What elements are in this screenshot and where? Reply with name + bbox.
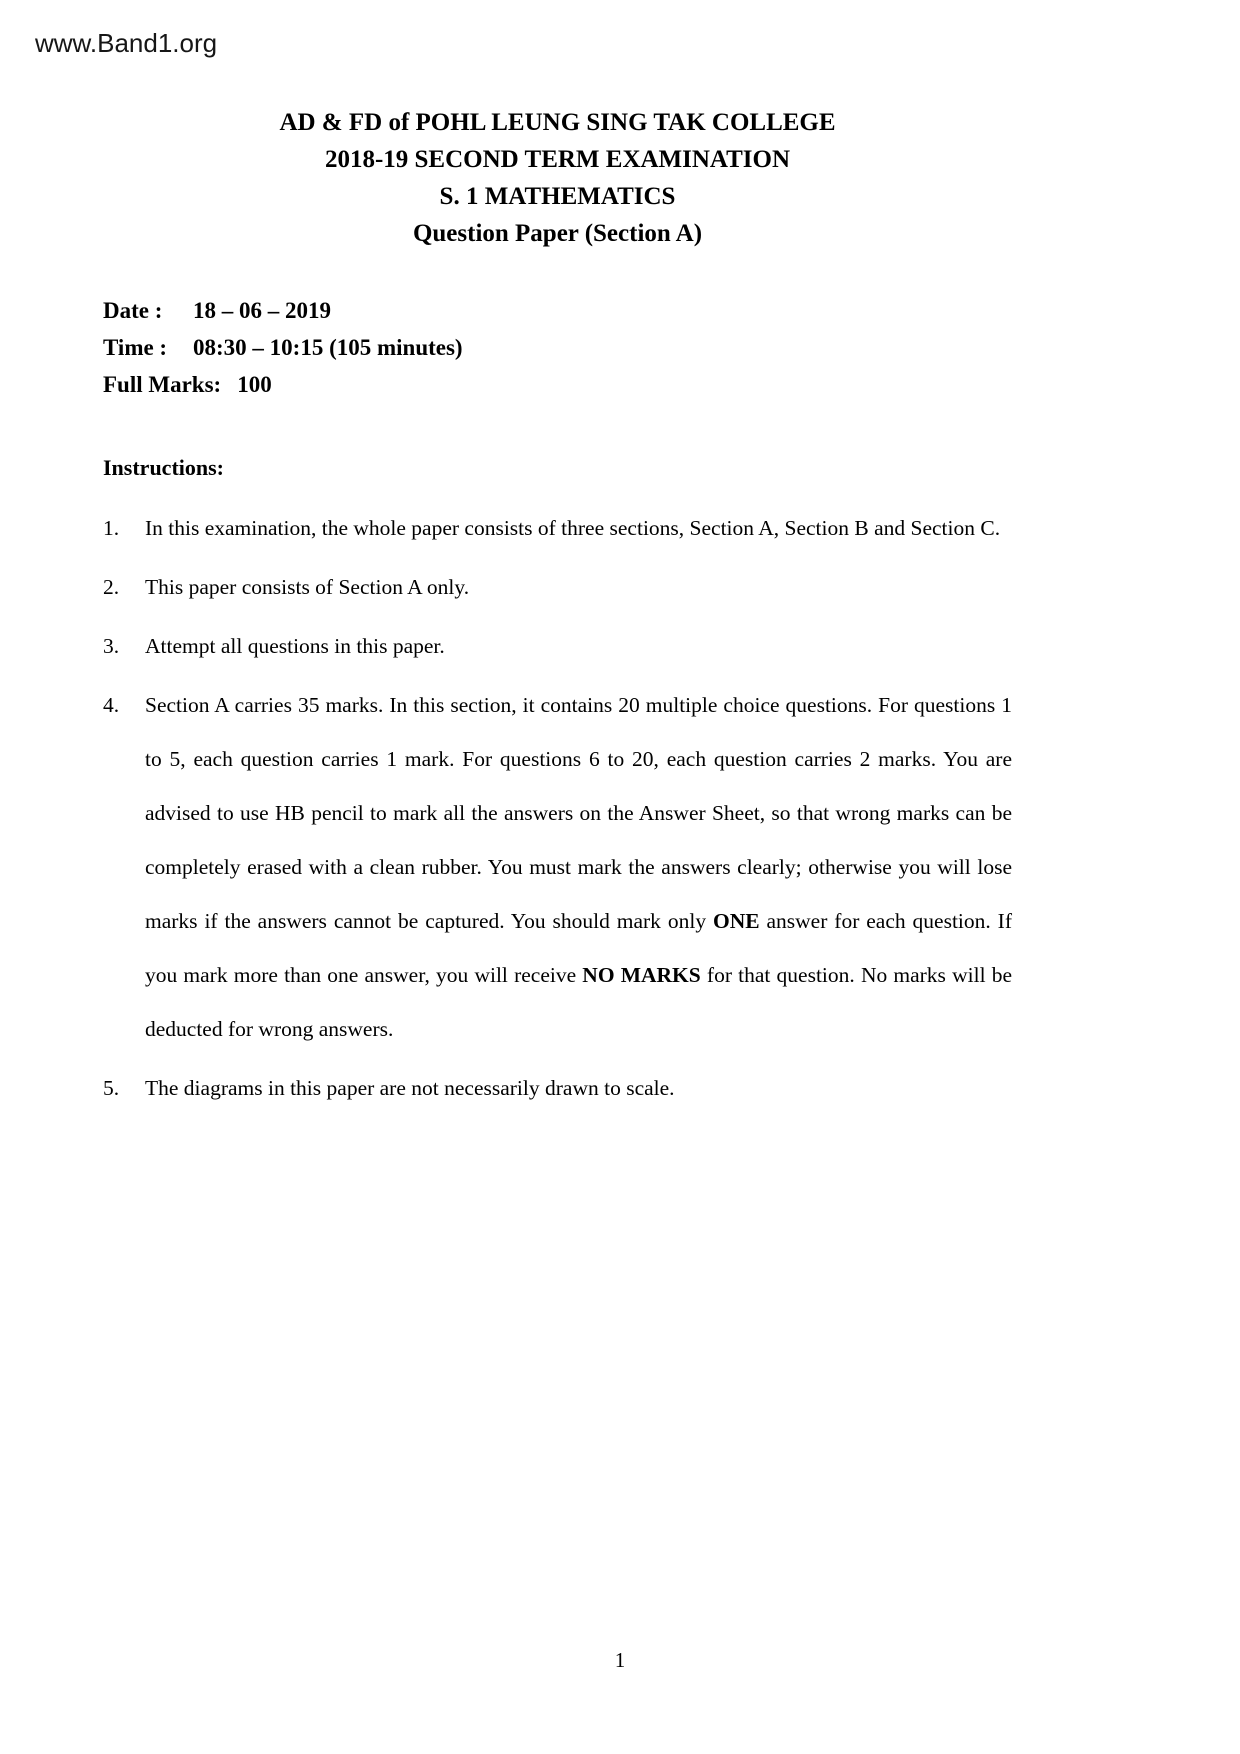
item-number: 2. [103,575,120,599]
time-label: Time : [103,335,168,360]
page-footer [0,1647,1240,1673]
exam-meta [103,292,1012,403]
item-text [145,678,1012,1056]
item-text-part: answer for each question. If you mark more than one answer, you will receive [145,909,1012,987]
content-column [103,0,1012,1120]
item-text-part: Section A carries 35 marks. In this section, it contains 20 multiple choice questions. For questions 1 to 5, each question carries 1 mark. For questions 6 to 20, each question carries 2 marks. You are advised to use HB pencil to mark all the answers on the Answer Sheet, so that wrong marks can be completely erased with a clean rubber. You must mark the answers clearly; otherwise you will lose marks if the answers cannot be captured. You should mark only [145,693,1012,933]
date-label: Date : [103,298,163,323]
website-watermark: www.Band1.org [35,28,218,58]
instruction-item-5 [103,1061,1012,1115]
item-number: 4. [103,693,120,717]
item-text: This paper consists of Section A only. [145,575,470,599]
page-number: 1 [614,1648,626,1672]
paper-section-title: Question Paper (Section A) [412,220,703,247]
meta-row-date [103,292,1012,329]
item-text: In this examination, the whole paper consists of three sections, Section A, Section B and Section C. [145,516,1001,540]
title-block [103,104,1012,252]
date-value: 18 – 06 – 2019 [193,298,331,323]
exam-term-title: 2018-19 SECOND TERM EXAMINATION [324,146,791,173]
instructions-heading: Instructions: [103,455,225,480]
meta-row-time [103,329,1012,366]
item-text: Attempt all questions in this paper. [145,634,445,658]
full-marks-label: Full Marks: [103,372,222,397]
instruction-item-1 [103,501,1012,555]
subject-title: S. 1 MATHEMATICS [439,183,676,210]
full-marks-value: 100 [237,372,272,397]
instruction-list [103,501,1012,1115]
meta-row-full-marks [103,366,1012,403]
item-text-bold-no-marks: NO MARKS [582,963,701,987]
item-text-part: for that question. No marks will be deducted for wrong answers. [145,963,1012,1041]
item-text-bold-one: ONE [712,909,760,933]
item-number: 3. [103,634,120,658]
item-number: 1. [103,516,120,540]
item-text: The diagrams in this paper are not necessarily drawn to scale. [145,1076,675,1100]
item-number: 5. [103,1076,120,1100]
school-name: AD & FD of POHL LEUNG SING TAK COLLEGE [279,109,836,136]
time-value: 08:30 – 10:15 (105 minutes) [193,335,463,360]
instruction-item-2 [103,560,1012,614]
instruction-item-3 [103,619,1012,673]
instruction-item-4 [103,678,1012,1056]
